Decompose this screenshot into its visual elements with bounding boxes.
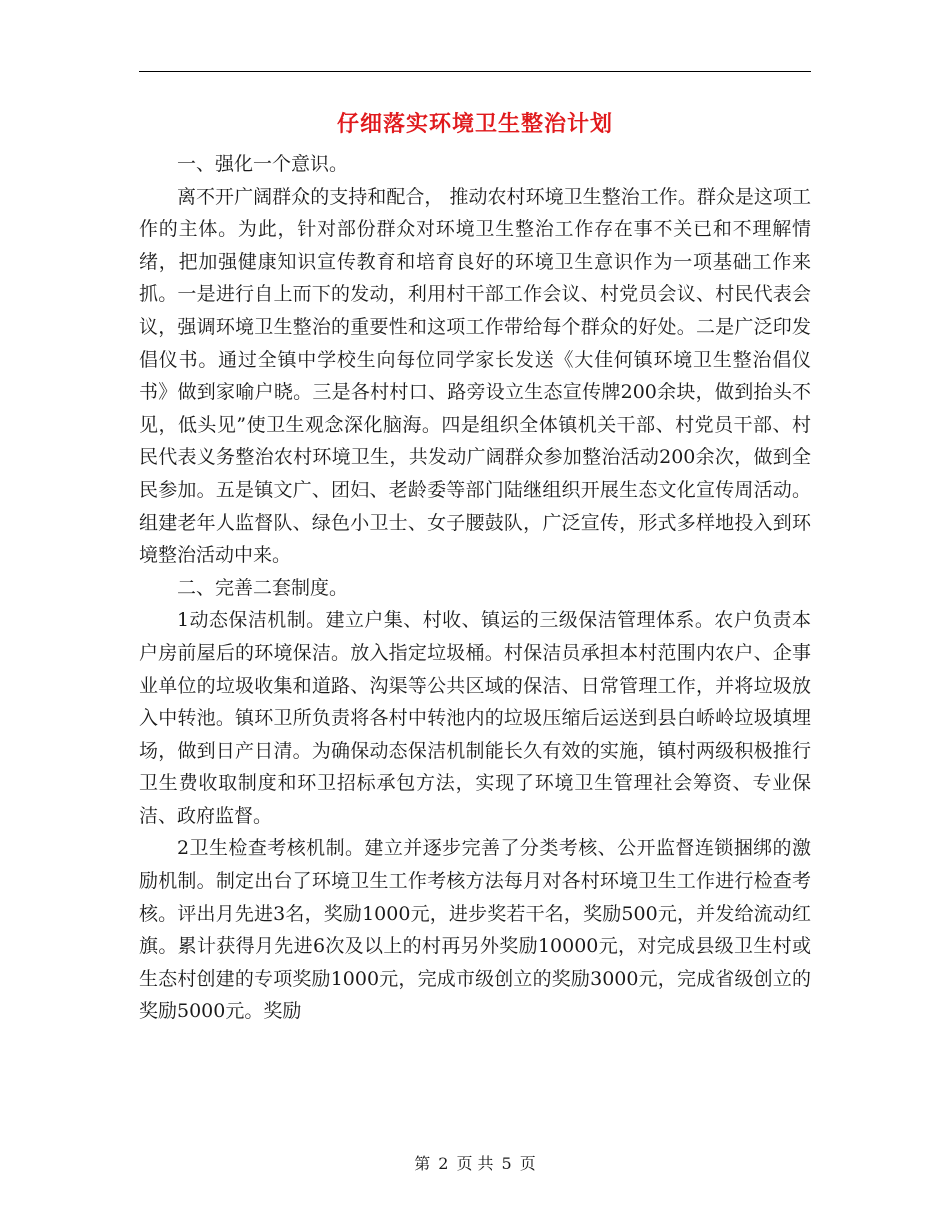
footer-page-number: 2	[438, 1154, 449, 1173]
section-heading-1: 一、强化一个意识。	[177, 153, 349, 175]
document-title: 仔细落实环境卫生整治计划	[336, 111, 613, 137]
page-footer	[0, 1153, 950, 1175]
paragraph: 离不开广阔群众的支持和配合， 推动农村环境卫生整治工作。群众是这项工作的主体。为此，针对部份群众对环境卫生整治工作存在事不关已和不理解情绪，把加强健康知识宣传教育和培育良好的环境卫生意识作为一项基础工作来抓。一是进行自上而下的发动，利用村干部工作会议、村党员会议、村民代表会议，强调环境卫生整治的重要性和这项工作带给每个群众的好处。二是广泛印发倡仪书。通过全镇中学校生向每位同学家长发送《大佳何镇环境卫生整治倡仪书》做到家喻户晓。三是各村村口、路旁设立生态宣传牌200余块，做到抬头不见，低头见”使卫生观念深化脑海。四是组织全体镇机关干部、村党员干部、村民代表义务整治农村环境卫生，共发动广阔群众参加整治活动200余次，做到全民参加。五是镇文广、团妇、老龄委等部门陆继组织开展生态文化宣传周活动。组建老年人监督队、绿色小卫士、女子腰鼓队，广泛宣传，形式多样地投入到环境整治活动中来。	[139, 185, 811, 567]
header-rule	[139, 71, 811, 72]
footer-total-pages: 5	[501, 1154, 512, 1173]
footer-prefix: 第	[414, 1154, 431, 1173]
paragraph: 1动态保洁机制。建立户集、村收、镇运的三级保洁管理体系。农户负责本户房前屋后的环境保洁。放入指定垃圾桶。村保洁员承担本村范围内农户、企事业单位的垃圾收集和道路、沟渠等公共区域的保洁、日常管理工作，并将垃圾放入中转池。镇环卫所负责将各村中转池内的垃圾压缩后运送到县白峤岭垃圾填埋场，做到日产日清。为确保动态保洁机制能长久有效的实施，镇村两级积极推行卫生费收取制度和环卫招标承包方法，实现了环境卫生管理社会筹资、专业保洁、政府监督。	[139, 609, 811, 827]
footer-suffix: 页	[519, 1154, 536, 1173]
document-body	[139, 148, 811, 1028]
paragraph: 2卫生检查考核机制。建立并逐步完善了分类考核、公开监督连锁捆绑的激励机制。制定出台了环境卫生工作考核方法每月对各村环境卫生工作进行检查考核。评出月先进3名，奖励1000元，进步奖若干名，奖励500元，并发给流动红旗。累计获得月先进6次及以上的村再另外奖励10000元，对完成县级卫生村或生态村创建的专项奖励1000元，完成市级创立的奖励3000元，完成省级创立的奖励5000元。奖励	[139, 837, 811, 1023]
section-heading-2: 二、完善二套制度。	[177, 576, 349, 599]
footer-middle: 页 共	[456, 1154, 494, 1173]
